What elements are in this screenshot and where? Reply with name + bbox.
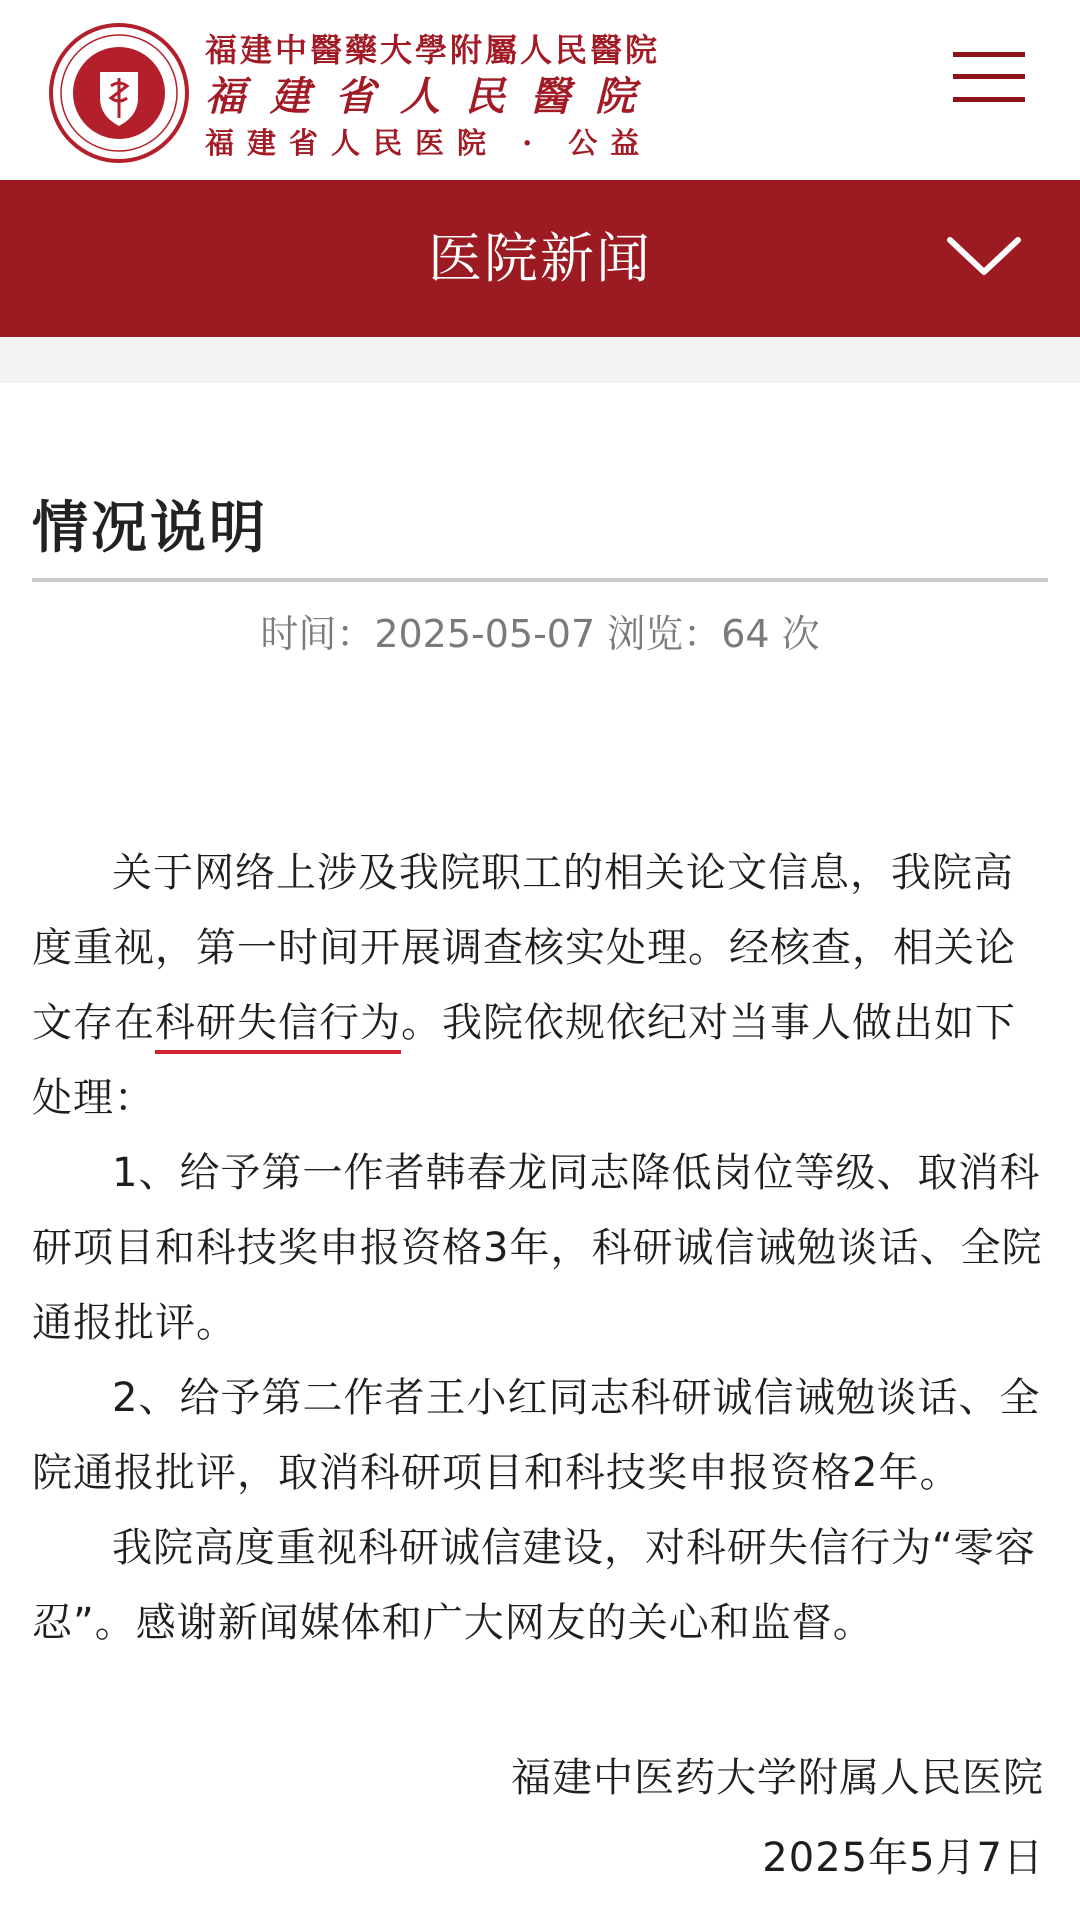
article-meta: 时间：2025-05-07 浏览：64 次 bbox=[260, 612, 820, 656]
brand-block bbox=[205, 28, 660, 164]
brand-name-calligraphy: 福建省人民醫院 bbox=[205, 73, 660, 120]
section-title: 医院新闻 bbox=[428, 227, 652, 290]
signature-organization: 福建中医药大学附属人民医院 bbox=[511, 1755, 1044, 1801]
paragraph-text: 。我院依规依纪对当事人做出如下处理： bbox=[32, 1000, 1016, 1121]
hamburger-menu-icon[interactable] bbox=[953, 52, 1025, 102]
chevron-down-icon[interactable] bbox=[944, 226, 1024, 286]
banner-spacer bbox=[0, 337, 1080, 383]
article-title: 情况说明 bbox=[32, 495, 268, 561]
section-banner bbox=[0, 180, 1080, 337]
menu-bar bbox=[953, 74, 1025, 79]
article-paragraph: 我院高度重视科研诚信建设，对科研失信行为“零容忍”。感谢新闻媒体和广大网友的关心和监督。 bbox=[32, 1525, 1036, 1646]
article-signature bbox=[511, 1738, 1044, 1898]
article-paragraph: 2、给予第二作者王小红同志科研诚信诫勉谈话、全院通报批评，取消科研项目和科技奖申报资格2年。 bbox=[32, 1375, 1041, 1496]
title-divider bbox=[32, 578, 1048, 582]
article-body bbox=[32, 836, 1048, 1661]
article-paragraph: 1、给予第一作者韩春龙同志降低岗位等级、取消科研项目和科技奖申报资格3年，科研诚信诫勉谈话、全院通报批评。 bbox=[32, 1150, 1043, 1346]
hospital-seal-logo[interactable] bbox=[48, 22, 190, 164]
paragraph-text: 关于网络上涉及我院职工的相关论文信息，我院高度重视，第一时间开展调查核实处理。经核查，相关论文存在 bbox=[32, 850, 1016, 1046]
brand-name-simplified: 福建省人民医院 · 公益 bbox=[205, 126, 653, 160]
menu-bar bbox=[953, 52, 1025, 57]
highlighted-phrase: 科研失信行为 bbox=[155, 1000, 401, 1046]
menu-bar bbox=[953, 97, 1025, 102]
site-header bbox=[0, 0, 1080, 180]
brand-name-traditional: 福建中醫藥大學附屬人民醫院 bbox=[205, 31, 661, 69]
signature-date: 2025年5月7日 bbox=[762, 1835, 1044, 1881]
article-paragraph bbox=[32, 836, 1048, 1136]
